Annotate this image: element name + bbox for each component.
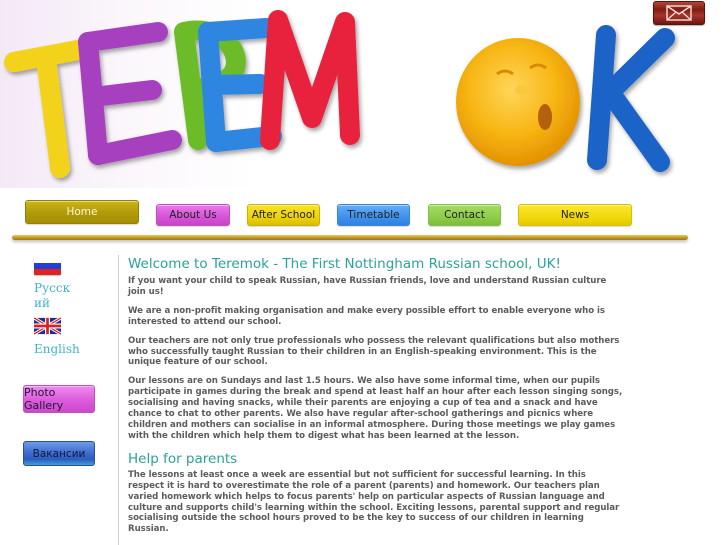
nonprofit-paragraph: We are a non-profit making organisation and make every possible effort to enable everyone who is interested to attend our school.: [128, 305, 605, 327]
language-russian-link[interactable]: Русский: [34, 281, 71, 310]
content-divider: [118, 255, 119, 545]
main-navigation: [0, 196, 727, 232]
teremok-logo: [0, 0, 727, 188]
envelope-icon: [666, 5, 692, 21]
uk-flag-icon[interactable]: [34, 317, 61, 335]
russia-flag-icon[interactable]: [34, 257, 61, 275]
photo-gallery-button[interactable]: Photo Gallery: [23, 385, 95, 413]
nav-home[interactable]: Home: [25, 200, 139, 224]
header-banner: [0, 0, 727, 188]
language-english-link[interactable]: English: [34, 342, 80, 356]
nav-about-us[interactable]: About Us: [156, 204, 230, 226]
nav-divider: [12, 235, 688, 240]
vacancies-button[interactable]: Вакансии: [23, 441, 95, 466]
email-button[interactable]: [653, 1, 705, 25]
lessons-paragraph: Our lessons are on Sundays and last 1.5 hours. We also have some informal time, when our pupils participate in games during the break and spend at least half an hour after each lesson singing songs, socialising and having snacks, while their parents are enjoying a cup of tea and a snack and have chance to chat to other parents. We also have regular after-school gatherings and picnics where children and mothers can socialise in an informal atmosphere. During those meetings we play games with the children which help them to digest what has been learned at the lesson.: [128, 376, 623, 441]
help-for-parents-heading: Help for parents: [128, 450, 238, 467]
main-content: [128, 255, 624, 543]
sun-face-icon: [456, 38, 580, 166]
teachers-paragraph: Our teachers are not only true professionals who possess the relevant qualifications but also mothers who successfully taught Russian to their children in an English-speaking environment. This is the unique feature of our school.: [128, 335, 620, 368]
help-paragraph: The lessons at least once a week are essential but not sufficient for successful learning. In this respect it is hard to overestimate the role of a parent (parents) and homework. Our teachers plan varied homework which helps to focus parents' help on particular aspects of Russian language and culture and supports child's learning within the school. Exciting lessons, parental support and regular socialising outside the school hours proved to be the key to success of our children in learning Russian.: [128, 469, 620, 535]
sidebar: [0, 250, 118, 545]
nav-contact[interactable]: Contact: [428, 204, 501, 226]
nav-timetable[interactable]: Timetable: [337, 204, 410, 226]
nav-after-school[interactable]: After School: [247, 204, 320, 226]
page-title: Welcome to Teremok - The First Nottingham Russian school, UK!: [128, 256, 561, 272]
nav-news[interactable]: News: [518, 204, 632, 226]
intro-paragraph: If you want your child to speak Russian, have Russian friends, love and understand Russian culture join us!: [128, 276, 607, 297]
